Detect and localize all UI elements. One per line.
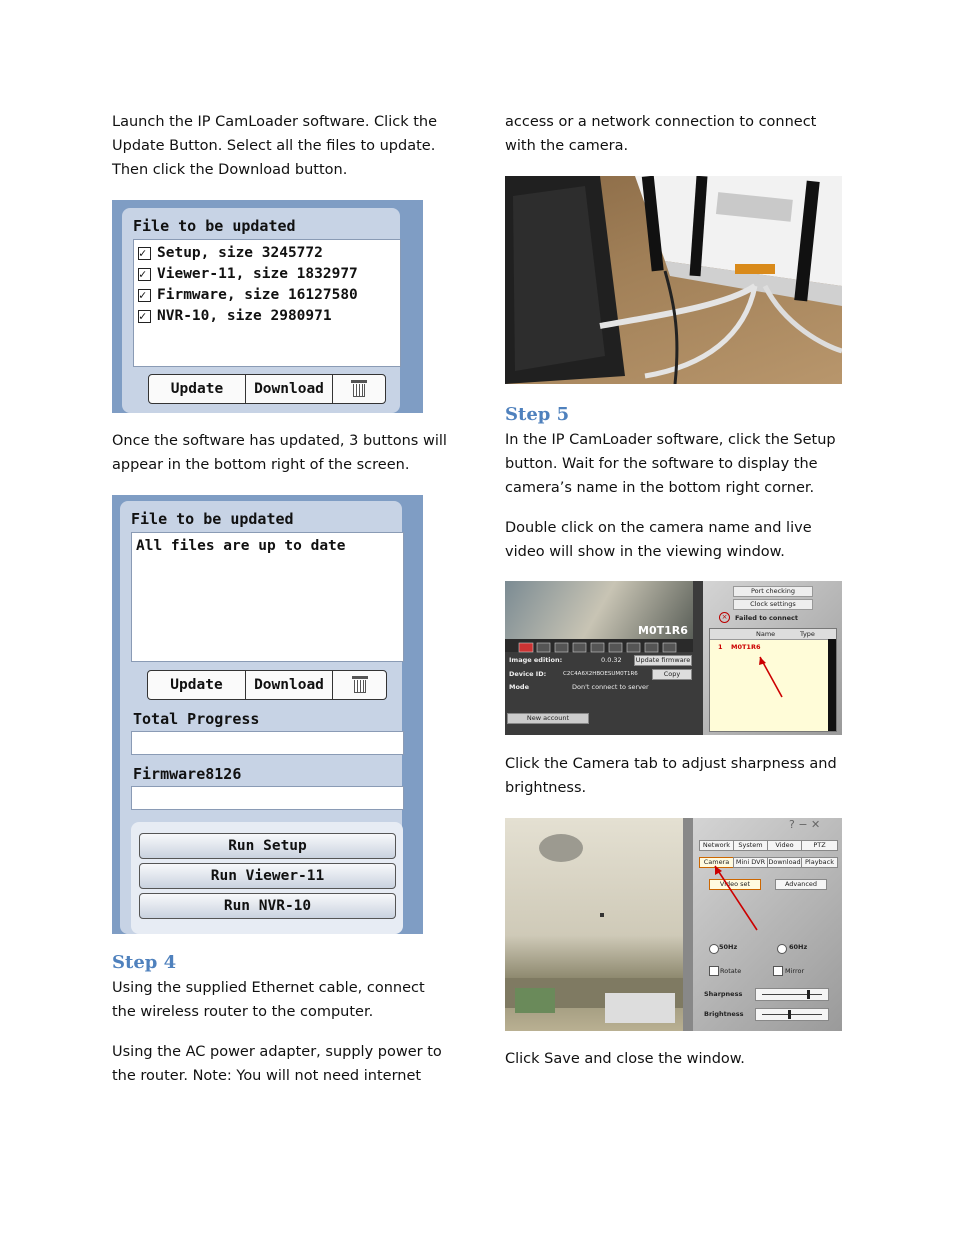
file-list [133, 239, 401, 367]
status-box [131, 532, 404, 662]
file-item-viewer[interactable]: ✓ Viewer-11, size 1832977 [134, 264, 400, 285]
checkbox-checked[interactable] [138, 247, 151, 260]
router-illustration [505, 176, 842, 384]
updater-panel-2 [112, 495, 423, 934]
continued-paragraph: access or a network connection to connect with the camera. [505, 114, 817, 154]
checkbox-checked[interactable] [138, 310, 151, 323]
file-item-nvr[interactable]: ✓ NVR-10, size 2980971 [134, 306, 400, 327]
trash-icon [352, 676, 368, 694]
panel-header: File to be updated [133, 217, 296, 235]
window-buttons[interactable]: ? − ✕ [789, 818, 821, 831]
arrow-pointer [710, 629, 836, 731]
brightness-label: Brightness [704, 1010, 744, 1018]
image-edition-value: 0.0.32 [601, 656, 622, 664]
radio-50hz[interactable] [709, 944, 719, 954]
sharpness-slider[interactable] [755, 988, 829, 1001]
mirror-checkbox[interactable] [773, 966, 783, 976]
device-id-label: Device ID: [509, 670, 547, 678]
failed-icon: × [719, 612, 730, 623]
tab-system[interactable]: System [733, 840, 768, 851]
status-message: All files are up to date [136, 538, 346, 554]
firmware-progress-label: Firmware8126 [133, 765, 242, 783]
sharpness-label: Sharpness [704, 990, 743, 998]
copy-button[interactable]: Copy [652, 669, 692, 680]
updater-panel-1 [112, 200, 423, 413]
hz50-label: 50Hz [719, 943, 738, 951]
tab-playback[interactable]: Playback [801, 857, 838, 868]
step4-paragraph-2: Using the AC power adapter, supply power to the router. Note: You will not need internet [112, 1044, 442, 1084]
device-id-value: C2C4A6X2HBOESUM0T1R6 [563, 671, 638, 677]
window-controls [683, 818, 693, 1031]
tab-ptz[interactable]: PTZ [801, 840, 838, 851]
mode-label: Mode [509, 683, 529, 691]
video-camera-label: M0T1R6 [638, 624, 688, 637]
delete-button[interactable] [333, 671, 386, 699]
trash-icon [351, 380, 367, 398]
step5-paragraph-2: Double click on the camera name and live video will show in the viewing window. [505, 520, 812, 560]
total-progress-bar [131, 731, 404, 755]
sharpness-slider-thumb[interactable] [807, 990, 810, 999]
delete-button[interactable] [333, 375, 385, 403]
file-item-setup[interactable]: ✓ Setup, size 3245772 [134, 243, 400, 264]
camera-name-item[interactable]: M0T1R6 [731, 643, 761, 651]
office-scene [505, 818, 683, 1031]
router-photo [505, 176, 842, 384]
step5-heading: Step 5 [505, 404, 570, 425]
toolbar-icons [505, 641, 693, 654]
live-video-screenshot [505, 581, 842, 735]
radio-60hz[interactable] [777, 944, 787, 954]
download-button[interactable]: Download [246, 671, 333, 699]
image-edition-label: Image edition: [509, 656, 563, 664]
tab-network[interactable]: Network [699, 840, 734, 851]
update-button[interactable]: Update [149, 375, 246, 403]
brightness-slider-thumb[interactable] [788, 1010, 791, 1019]
rotate-label: Rotate [720, 967, 742, 975]
checkbox-checked[interactable] [138, 268, 151, 281]
update-firmware-button[interactable]: Update firmware [635, 656, 691, 664]
panel-header: File to be updated [131, 510, 294, 528]
type-column[interactable]: Type [800, 630, 815, 638]
camera-settings-screenshot [505, 818, 842, 1031]
camera-video-view [505, 818, 683, 1031]
step4-paragraph-1: Using the supplied Ethernet cable, connect the wireless router to the computer. [112, 980, 425, 1020]
new-account-button[interactable]: New account [507, 713, 589, 724]
file-item-firmware[interactable]: ✓ Firmware, size 16127580 [134, 285, 400, 306]
tab-mini-dvr[interactable]: Mini DVR [733, 857, 768, 868]
download-button[interactable]: Download [246, 375, 333, 403]
port-checking-button[interactable]: Port checking [733, 586, 813, 597]
save-paragraph: Click Save and close the window. [505, 1051, 745, 1067]
hz60-label: 60Hz [789, 943, 808, 951]
total-progress-label: Total Progress [133, 710, 260, 728]
camera-tab-paragraph: Click the Camera tab to adjust sharpness and brightness. [505, 756, 837, 796]
advanced-button[interactable]: Advanced [775, 879, 827, 890]
action-buttons [148, 374, 386, 404]
after-update-paragraph: Once the software has updated, 3 buttons will appear in the bottom right of the screen. [112, 433, 447, 473]
settings-panel [693, 818, 842, 1031]
update-button[interactable]: Update [148, 671, 246, 699]
run-nvr-button[interactable]: Run NVR-10 [139, 893, 396, 919]
checkbox-checked[interactable] [138, 289, 151, 302]
camera-list [709, 628, 837, 732]
tab-download[interactable]: Download [768, 858, 801, 866]
rotate-checkbox[interactable] [709, 966, 719, 976]
run-setup-button[interactable]: Run Setup [139, 833, 396, 859]
row-index: 1 [718, 643, 723, 651]
firmware-progress-bar [131, 786, 404, 810]
failed-status: Failed to connect [735, 614, 799, 622]
mode-value: Don't connect to server [572, 683, 649, 691]
mirror-label: Mirror [785, 967, 805, 975]
video-set-button[interactable]: Video set [709, 879, 761, 890]
name-column[interactable]: Name [756, 630, 776, 638]
brightness-slider[interactable] [755, 1008, 829, 1021]
action-buttons [147, 670, 387, 700]
camera-list-panel [703, 581, 842, 735]
video-toolbar [505, 639, 693, 652]
run-viewer-button[interactable]: Run Viewer-11 [139, 863, 396, 889]
tab-camera[interactable]: Camera [699, 857, 734, 868]
step4-heading: Step 4 [112, 952, 177, 973]
intro-paragraph: Launch the IP CamLoader software. Click the Update Button. Select all the files to update. Then click the Download button. [112, 114, 438, 178]
step5-paragraph-1: In the IP CamLoader software, click the Setup button. Wait for the software to display the camera’s name in the bottom right corner. [505, 432, 836, 496]
tab-video[interactable]: Video [767, 840, 802, 851]
clock-settings-button[interactable]: Clock settings [733, 599, 813, 610]
